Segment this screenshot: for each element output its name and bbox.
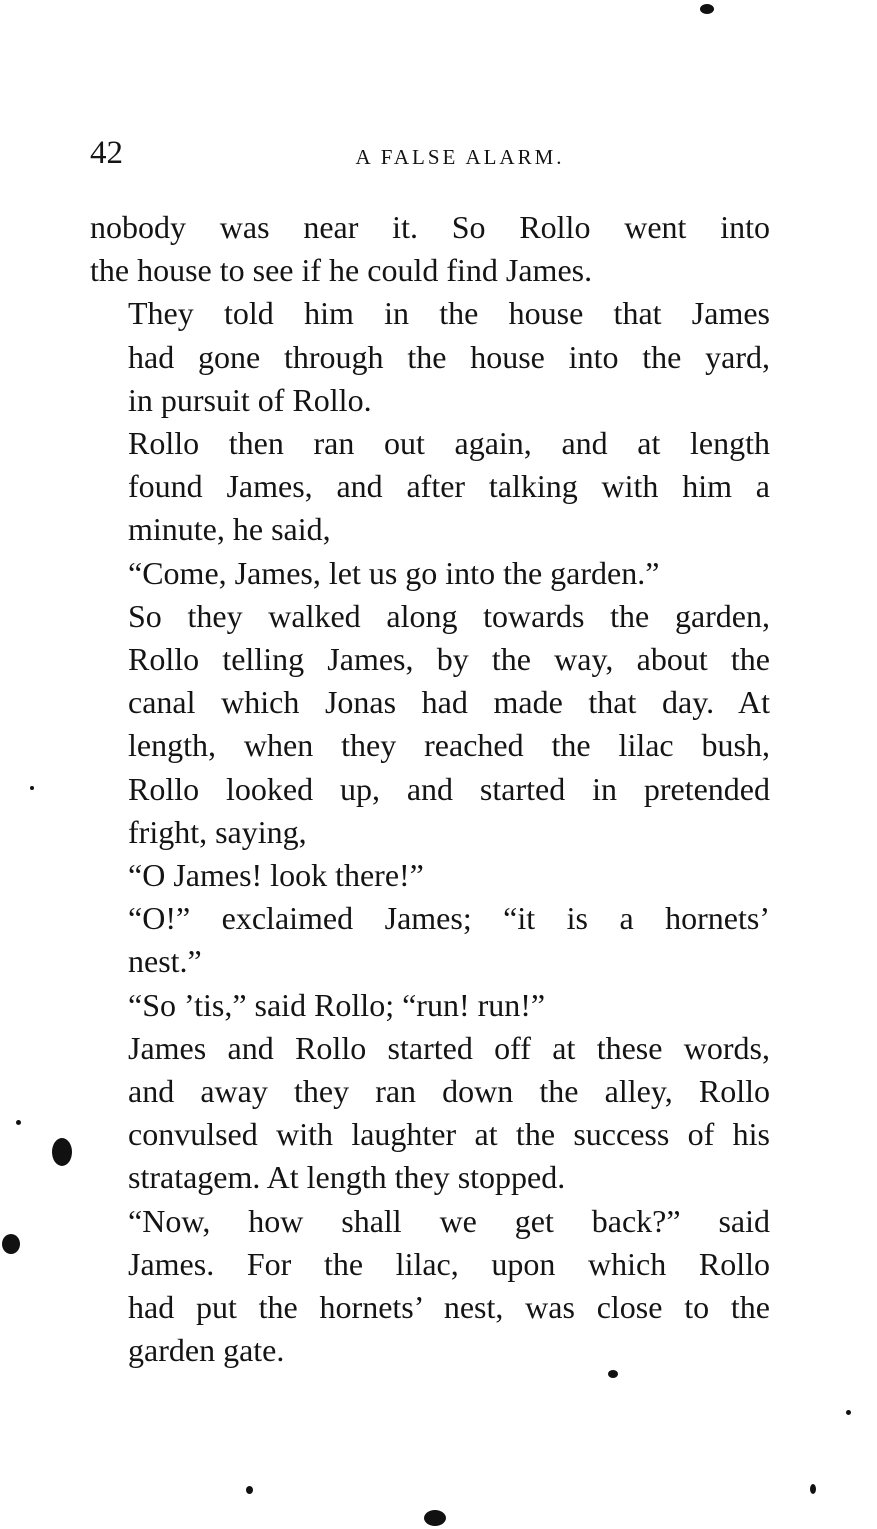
text-line: “Come, James, let us go into the garden.”: [128, 554, 660, 591]
print-speck: [246, 1486, 253, 1494]
paragraph: [90, 595, 770, 854]
text-line: “Now, how shall we get back?” said: [128, 1202, 770, 1239]
text-line: Rollo looked up, and started in pretended: [128, 770, 770, 807]
text-line: the house to see if he could find James.: [90, 252, 593, 289]
print-speck: [810, 1484, 816, 1494]
text-line: garden gate.: [128, 1332, 285, 1369]
print-speck: [30, 786, 34, 790]
text-line: stratagem. At length they stopped.: [128, 1159, 566, 1196]
paragraph: [90, 1200, 770, 1373]
print-speck: [846, 1410, 851, 1415]
text-line: convulsed with laughter at the success of his: [128, 1116, 770, 1153]
text-line: minute, he said,: [128, 511, 331, 548]
paragraph: [90, 292, 770, 422]
paragraph: [90, 854, 770, 897]
text-line: They told him in the house that James: [128, 295, 770, 332]
page-number: 42: [90, 135, 123, 171]
text-line: James and Rollo started off at these words,: [128, 1029, 770, 1066]
text-line: “So ’tis,” said Rollo; “run! run!”: [128, 986, 546, 1023]
print-speck: [700, 4, 714, 14]
text-line: fright, saying,: [128, 813, 307, 850]
paragraph: [90, 897, 770, 983]
text-line: length, when they reached the lilac bush,: [128, 727, 770, 764]
text-line: had gone through the house into the yard,: [128, 338, 770, 375]
print-speck: [424, 1510, 446, 1526]
print-speck: [2, 1234, 20, 1254]
text-line: found James, and after talking with him a: [128, 468, 770, 505]
running-head: A FALSE ALARM.: [355, 145, 565, 169]
text-line: James. For the lilac, upon which Rollo: [128, 1245, 770, 1282]
print-speck: [16, 1120, 21, 1125]
text-line: nobody was near it. So Rollo went into: [90, 209, 770, 245]
text-line: nest.”: [128, 943, 202, 980]
paragraph: [90, 984, 770, 1027]
text-line: canal which Jonas had made that day. At: [128, 684, 770, 721]
text-line: “O!” exclaimed James; “it is a hornets’: [128, 900, 770, 937]
print-speck: [52, 1138, 72, 1166]
text-line: had put the hornets’ nest, was close to the: [128, 1289, 770, 1326]
paragraph: [90, 206, 770, 292]
paragraph: [90, 422, 770, 552]
text-line: Rollo telling James, by the way, about the: [128, 641, 770, 678]
paragraph: [90, 1027, 770, 1200]
text-line: in pursuit of Rollo.: [128, 381, 372, 418]
page-header: [90, 128, 770, 178]
paragraph: [90, 552, 770, 595]
print-speck: [608, 1370, 618, 1378]
text-line: So they walked along towards the garden,: [128, 597, 770, 634]
text-line: Rollo then ran out again, and at length: [128, 425, 770, 462]
text-line: and away they ran down the alley, Rollo: [128, 1073, 770, 1110]
text-line: “O James! look there!”: [128, 857, 424, 894]
body-text: [90, 206, 770, 1372]
